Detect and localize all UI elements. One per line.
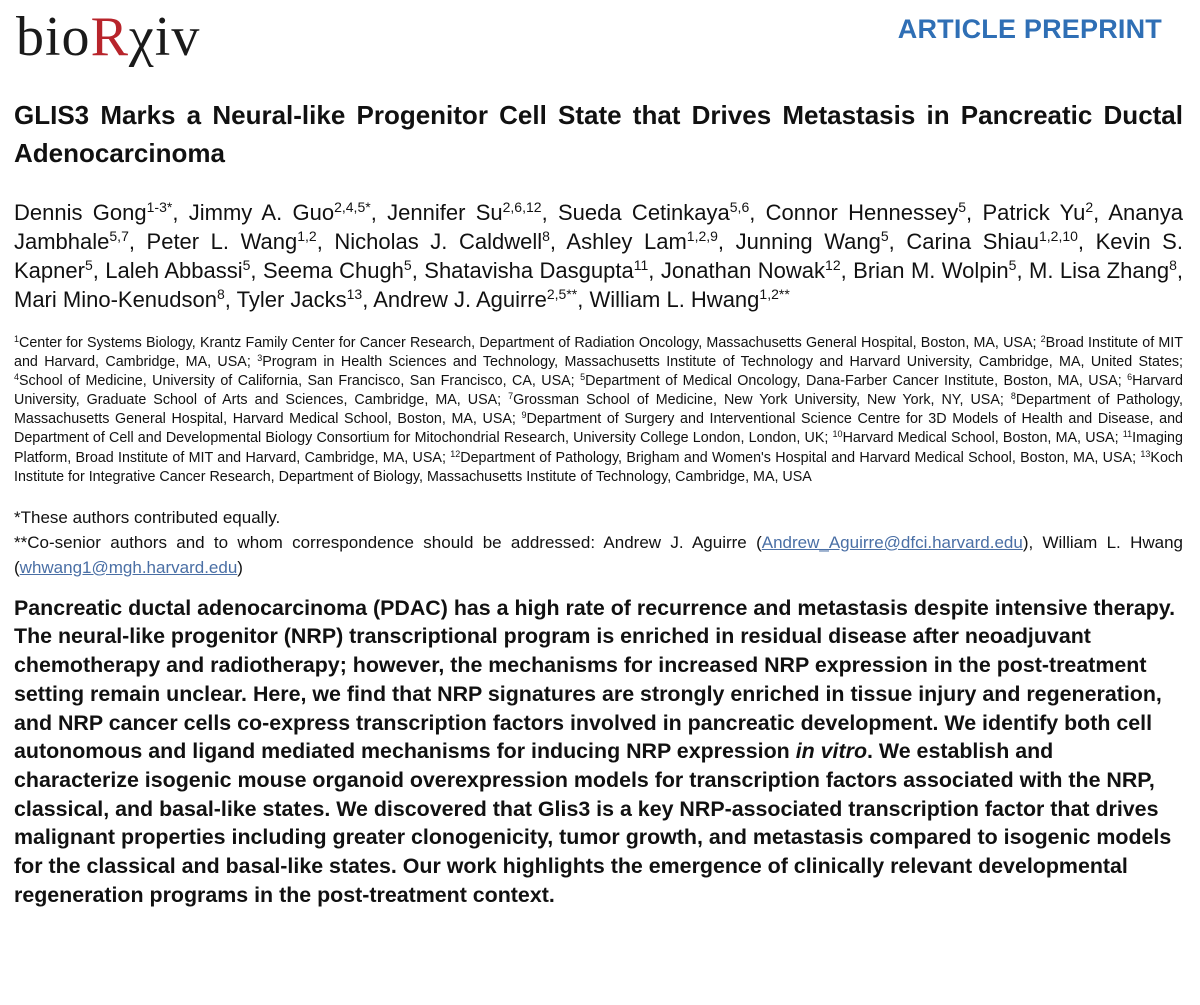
author-name: Mari Mino-Kenudson bbox=[14, 287, 217, 312]
biorxiv-logo bbox=[16, 2, 200, 72]
logo-suffix: χiv bbox=[128, 6, 201, 68]
author-affiliation-marker: 8 bbox=[1169, 257, 1177, 273]
author-name: Tyler Jacks bbox=[236, 287, 347, 312]
author-affiliation-marker: 1,2 bbox=[297, 228, 317, 244]
author-name: Dennis Gong bbox=[14, 200, 147, 225]
author-affiliation-marker: 5 bbox=[403, 257, 412, 273]
author-name: M. Lisa Zhang bbox=[1029, 258, 1170, 283]
affiliation-text: Center for Systems Biology, Krantz Family Center for Cancer Research, Department of Radiation Oncology, Massachusetts General Hospital, Boston, MA, USA; bbox=[19, 335, 1037, 351]
author-name: Carina Shiau bbox=[906, 229, 1039, 254]
author-name: Junning Wang bbox=[735, 229, 881, 254]
affiliation-number: 12 bbox=[450, 448, 461, 459]
author-affiliation-marker: 1,2,10 bbox=[1038, 228, 1078, 244]
affiliation-number: 11 bbox=[1122, 429, 1133, 440]
author-name: Laleh Abbassi bbox=[105, 258, 243, 283]
author-name: William L. Hwang bbox=[589, 287, 760, 312]
page-header bbox=[0, 0, 1200, 80]
author-affiliation-marker: 2,5** bbox=[546, 286, 578, 302]
email-link-hwang[interactable]: whwang1@mgh.harvard.edu bbox=[19, 557, 238, 577]
abstract-italic: in vitro bbox=[795, 739, 868, 764]
affiliation-text: School of Medicine, University of California, San Francisco, San Francisco, CA, USA; bbox=[19, 373, 575, 390]
author-name: Brian M. Wolpin bbox=[853, 258, 1009, 283]
author-name: Shatavisha Dasgupta bbox=[424, 258, 634, 283]
author-affiliation-marker: 2,6,12 bbox=[502, 199, 542, 215]
author-affiliation-marker: 1,2,9 bbox=[686, 228, 718, 244]
author-affiliation-marker: 5 bbox=[1008, 257, 1017, 273]
author-affiliation-marker: 8 bbox=[542, 228, 550, 244]
author-list: Dennis Gong$^{1-3*}$, Jimmy A. Guo$^{2,4,5*}$, Jennifer Su$^{2,6,12}$, Sueda Cetinkaya$^{5,6}$, Connor Hennessey$^5$, Patrick Yu$^2$, Ananya Jambhale$^{5,7}$, Peter L. Wang$^{1,2}$, Nicholas J. Caldwell$^8$, Ashley Lam$^{1,2,9}$, Junning Wang$^5$, Carina Shiau$^{1,2,10}$, Kevin S. Kapner$^5$, Laleh Abbassi$^5$, Seema Chugh$^5$, Shatavisha Dasgupta$^{11}$, Jonathan Nowak$^{12}$, Brian M. Wolpin$^5$, M. Lisa Zhang$^8$, Mari Mino-Kenudson$^8$, Tyler Jacks$^{13}$, Andrew J. Aguirre$^{2,5**}$, William L. Hwang$^{1,2**}$ bbox=[14, 199, 1183, 312]
affiliation-list bbox=[14, 334, 1183, 487]
affiliation-number: 5 bbox=[580, 372, 586, 383]
affiliation-text: Department of Pathology, Massachusetts General Hospital, Harvard Medical School, Boston, MA, USA; bbox=[14, 392, 1183, 428]
logo-prefix: bio bbox=[16, 6, 91, 68]
author-name: Ashley Lam bbox=[566, 229, 687, 254]
affiliation-number: 4 bbox=[14, 372, 20, 383]
paper-title: GLIS3 Marks a Neural-like Progenitor Cell State that Drives Metastasis in Pancreatic Ductal Adenocarcinoma bbox=[14, 100, 1183, 168]
author-affiliation-marker: 1,2** bbox=[759, 286, 790, 302]
abstract-part-1: Pancreatic ductal adenocarcinoma (PDAC) has a high rate of recurrence and metastasis despite intensive therapy. The neural-like progenitor (NRP) transcriptional program is enriched in residual disease after neoadjuvant chemotherapy and radiotherapy; however, the mechanisms for increased NRP expression in the post-treatment setting remain unclear. Here, we find that NRP signatures are strongly enriched in tissue injury and regeneration, and NRP cancer cells co-express transcription factors involved in pancreatic development. We identify both cell autonomous and ligand mediated mechanisms for inducing NRP expression bbox=[14, 595, 1176, 764]
affiliation-text: Department of Pathology, Brigham and Women's Hospital and Harvard Medical School, Boston, MA, USA; bbox=[460, 449, 1137, 466]
affiliation-number: 1 bbox=[14, 334, 20, 344]
author-affiliation-marker: 5 bbox=[84, 257, 93, 273]
author-affiliation-marker: 5 bbox=[242, 257, 251, 273]
affiliation-number: 7 bbox=[508, 391, 514, 402]
affiliation-number: 10 bbox=[832, 429, 843, 440]
correspondence-note bbox=[14, 530, 1183, 580]
author-affiliation-marker: 5 bbox=[880, 228, 889, 244]
author-name: Patrick Yu bbox=[982, 200, 1086, 225]
author-notes bbox=[14, 505, 1183, 580]
author-affiliation-marker: 13 bbox=[346, 286, 363, 302]
affiliation-text: Broad Institute of MIT and Harvard, Cambridge, MA, USA; bbox=[14, 335, 1183, 371]
affiliation-number: 2 bbox=[1040, 334, 1046, 344]
author-name: Andrew J. Aguirre bbox=[373, 287, 547, 312]
affiliation-text: Harvard University, Graduate School of Arts and Sciences, Cambridge, MA, USA; bbox=[14, 373, 1183, 409]
author-affiliation-marker: 1-3* bbox=[146, 199, 173, 215]
author-affiliation-marker: 12 bbox=[825, 257, 841, 273]
author-affiliation-marker: 5,7 bbox=[109, 228, 129, 244]
logo-accent: R bbox=[90, 6, 129, 68]
author-name: Jennifer Su bbox=[387, 200, 503, 225]
author-name: Connor Hennessey bbox=[765, 200, 959, 225]
equal-contribution-note: *These authors contributed equally. bbox=[14, 507, 281, 527]
author-name: Seema Chugh bbox=[262, 258, 404, 283]
affiliation-text: Program in Health Sciences and Technology, Massachusetts Institute of Technology and Harvard University, Cambridge, MA, United States; bbox=[262, 354, 1184, 371]
author-affiliation-marker: 2 bbox=[1085, 199, 1094, 215]
affiliation-text: Department of Medical Oncology, Dana-Farber Cancer Institute, Boston, MA, USA; bbox=[585, 373, 1122, 390]
author-affiliation-marker: 8 bbox=[216, 286, 225, 302]
author-name: Jimmy A. Guo bbox=[188, 200, 335, 225]
abstract bbox=[14, 594, 1183, 910]
paper-body bbox=[14, 96, 1183, 909]
affiliation-number: 6 bbox=[1127, 372, 1133, 383]
article-preprint-badge: ARTICLE PREPRINT bbox=[897, 14, 1162, 44]
email-link-aguirre[interactable]: Andrew_Aguirre@dfci.harvard.edu bbox=[761, 532, 1023, 552]
affiliation-text: Imaging Platform, Broad Institute of MIT and Harvard, Cambridge, MA, USA; bbox=[14, 430, 1183, 466]
author-affiliation-marker: 5,6 bbox=[729, 199, 750, 215]
affiliation-text: Harvard Medical School, Boston, MA, USA; bbox=[842, 430, 1119, 447]
correspondence-middle: ), William L. Hwang ( bbox=[14, 532, 1183, 577]
author-name: Ananya Jambhale bbox=[14, 200, 1183, 254]
author-affiliation-marker: 5 bbox=[958, 199, 967, 215]
abstract-part-2: . We establish and characterize isogenic mouse organoid overexpression models for transcription factors associated with the NRP, classical, and basal-like states. We discovered that Glis3 is a key NRP-associated transcription factor that drives malignant properties including greater clonogenicity, tumor growth, and metastasis compared to isogenic models for the classical and basal-like states. Our work highlights the emergence of clinically relevant developmental regeneration programs in the post-treatment context. bbox=[14, 739, 1172, 907]
affiliation-number: 3 bbox=[257, 353, 263, 364]
author-name: Peter L. Wang bbox=[146, 229, 298, 254]
correspondence-prefix: **Co-senior authors and to whom correspondence should be addressed: Andrew J. Aguirre ( bbox=[14, 532, 762, 552]
author-affiliation-marker: 11 bbox=[633, 257, 649, 273]
affiliation-text: Koch Institute for Integrative Cancer Research, Department of Biology, Massachusetts Institute of Technology, Cambridge, MA, USA bbox=[14, 449, 1183, 485]
author-name: Jonathan Nowak bbox=[660, 258, 826, 283]
author-name: Nicholas J. Caldwell bbox=[334, 229, 543, 254]
author-name: Sueda Cetinkaya bbox=[558, 200, 730, 225]
author-name: Kevin S. Kapner bbox=[14, 229, 1183, 283]
affiliation-number: 8 bbox=[1010, 391, 1016, 402]
affiliation-text: Department of Surgery and Interventional Science Centre for 3D Models of Health and Disease, and Department of Cell and Developmental Biology Consortium for Mitochondrial Research, University College London, London, UK; bbox=[14, 411, 1183, 447]
affiliation-number: 13 bbox=[1140, 448, 1151, 459]
author-affiliation-marker: 2,4,5* bbox=[334, 199, 371, 215]
correspondence-suffix: ) bbox=[237, 557, 243, 577]
affiliation-number: 9 bbox=[521, 410, 527, 421]
affiliation-text: Grossman School of Medicine, New York University, New York, NY, USA; bbox=[513, 392, 1004, 409]
